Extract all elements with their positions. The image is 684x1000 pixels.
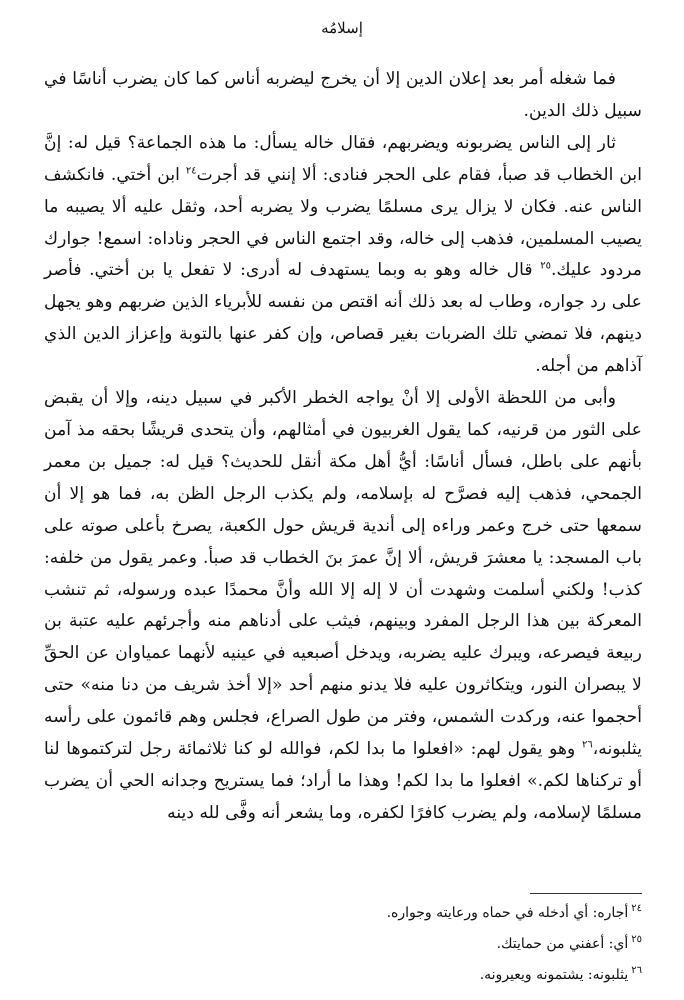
footnote-divider	[530, 893, 642, 894]
footnotes	[44, 898, 642, 991]
footnote-ref[interactable]: ٢٦	[581, 739, 593, 751]
footnote-ref[interactable]: ٢٥	[540, 260, 551, 272]
footnote: ٢٦يثلبونه: يشتمونه ويعيرونه.	[479, 965, 642, 983]
footnote-text: أي: أعفني من حمايتك.	[496, 936, 629, 952]
running-head: إسلامُه	[321, 19, 363, 37]
footnote-text: أجاره: أي أدخله في حماه ورعايته وجواره.	[386, 905, 629, 921]
footnote-ref[interactable]: ٢٤	[185, 164, 197, 176]
footnote-text: يثلبونه: يشتمونه ويعيرونه.	[479, 967, 629, 983]
body-text	[44, 64, 642, 830]
footnote: ٢٥أي: أعفني من حمايتك.	[496, 934, 642, 952]
footnote: ٢٤أجاره: أي أدخله في حماه ورعايته وجواره.	[386, 903, 642, 921]
paragraph: فما شغله أمر بعد إعلان الدين إلا أن يخرج ليضربه أناس كما كان يضرب أناسًا في سبيل ذلك الدين.	[44, 69, 642, 121]
paragraph: ثار إلى الناس يضربونه ويضربهم، فقال خاله يسأل: ما هذه الجماعة؟ قيل له: إنَّ ابن الخطاب قد صبأ، فقام على الحجر فنادى: ألا إنني قد أجرت$^{٢٤}$ ابن أختي. فانكشف الناس عنه. فكان لا يزال يرى مسلمًا يضرب ولا يضربه أحد، وثقل عليه ألا يصيبه ما يصيب المسلمين، فذهب إلى خاله، وقد اجتمع الناس في الحجر وناداه: اسمع! جوارك مردود عليك.$^{٢٥}$ قال خاله وهو به وبما يستهدف له أدرى: لا تفعل يا بن أختي. فأصر على رد جواره، وطاب له بعد ذلك أنه اقتص من نفسه للأبرياء الذين ضربهم وهو يجهل دينهم، فلا تمضي تلك الضربات بغير قصاص، وإن كفر عنها بالتوبة وإعزاز الدين الذي آذاهم من أجله.	[44, 132, 642, 377]
paragraph: وأبى من اللحظة الأولى إلا أنْ يواجه الخطر الأكبر في سبيل دينه، وإلا أن يقبض على الثور من قرنيه، كما يقول الغربيون في أمثالهم، وأن يتحدى قريشًا بحقه مذ آمن بأنهم على باطل، فسأل أناسًا: أيُّ أهل مكة أنقل للحديث؟ قيل له: جميل بن معمر الجمحي، فذهب إليه فصرَّح له بإسلامه، ولم يكذب الرجل الظن به، فما هو إلا أن سمعها حتى خرج وعمر وراءه إلى أندية قريش حول الكعبة، يصرخ بأعلى صوته على باب المسجد: يا معشرَ قريش، ألا إنَّ عمرَ بنَ الخطاب قد صبأ. وعمر يقول من خلفه: كذب! ولكني أسلمت وشهدت أن لا إله إلا الله وأنَّ محمدًا عبده ورسوله، ثم تنشب المعركة بين هذا الرجل المفرد وبينهم، فيثب على أدناهم منه وأجرئهم عليه عتبة بن ربيعة فيصرعه، ويبرك عليه يضربه، ويدخل أصبعيه في عينيه لأنهما عمياوان عن الحقِّ لا يبصران النور، ويتكاثرون عليه فلا يدنو منهم أحد «إلا أخذ شريف من دنا منه» حتى أحجموا عنه، وركدت الشمس، وفتر من طول الصراع، فجلس وهم قائمون على رأسه يثلبونه،$^{٢٦}$ وهو يقول لهم: «افعلوا ما بدا لكم، فوالله لو كنا ثلاثمائة رجل لتركتموها لنا أو تركناها لكم.» افعلوا ما بدا لكم! وهذا ما أراد؛ فما يستريح وجدانه الحي أن يضرب مسلمًا لإسلامه، ولم يضرب كافرًا لكفره، وما يشعر أنه وفَّى لله دينه	[44, 388, 642, 823]
